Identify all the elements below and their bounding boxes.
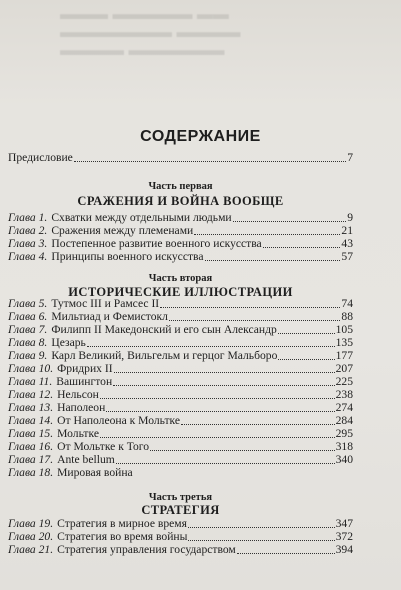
chapter-number: Глава 17. bbox=[8, 453, 54, 466]
page-number: 105 bbox=[335, 323, 353, 336]
leader-dots bbox=[114, 372, 335, 373]
chapter-title: Тутмос III и Рамсес II bbox=[51, 297, 160, 310]
chapter-number: Глава 2. bbox=[8, 224, 48, 237]
chapter-number: Глава 8. bbox=[8, 336, 48, 349]
chapter-entry[interactable] bbox=[8, 414, 353, 428]
chapter-entry[interactable] bbox=[8, 323, 353, 337]
chapter-entry[interactable] bbox=[8, 237, 353, 251]
chapter-number: Глава 3. bbox=[8, 237, 48, 250]
chapter-title: Мильтиад и Фемистокл bbox=[51, 310, 168, 323]
chapter-title: Ante bellum bbox=[57, 453, 115, 466]
chapter-entry[interactable] bbox=[8, 388, 353, 402]
page-number: 74 bbox=[341, 297, 353, 310]
chapter-number: Глава 20. bbox=[8, 530, 54, 543]
chapter-title: Вашингтон bbox=[56, 375, 113, 388]
chapter-title: Стратегия во время войны bbox=[57, 530, 188, 543]
chapter-title: Нельсон bbox=[57, 388, 99, 401]
leader-dots bbox=[169, 320, 340, 321]
page-number: 347 bbox=[335, 517, 353, 530]
contents-title: СОДЕРЖАНИЕ bbox=[140, 128, 261, 145]
chapter-entry[interactable] bbox=[8, 453, 353, 467]
chapter-number: Глава 9. bbox=[8, 349, 48, 362]
chapter-entry[interactable] bbox=[8, 401, 353, 415]
chapter-number: Глава 1. bbox=[8, 211, 48, 224]
page-number: 57 bbox=[341, 250, 353, 263]
page-number: 225 bbox=[335, 375, 353, 388]
leader-dots bbox=[100, 437, 335, 438]
page-number: 295 bbox=[335, 427, 353, 440]
chapter-entry[interactable] bbox=[8, 310, 353, 324]
chapter-number: Глава 21. bbox=[8, 543, 54, 556]
part-label: Часть первая bbox=[148, 181, 213, 192]
chapter-number: Глава 13. bbox=[8, 401, 54, 414]
leader-dots bbox=[188, 527, 335, 528]
chapter-title: Мольтке bbox=[57, 427, 99, 440]
leader-dots bbox=[100, 398, 335, 399]
page-number: 21 bbox=[341, 224, 353, 237]
part-title: СРАЖЕНИЯ И ВОЙНА ВООБЩЕ bbox=[77, 194, 284, 208]
leader-dots bbox=[188, 540, 334, 541]
page-number: 9 bbox=[347, 211, 353, 224]
chapter-number: Глава 18. bbox=[8, 466, 54, 479]
chapter-title: Мировая война bbox=[57, 466, 133, 479]
chapter-entry[interactable] bbox=[8, 427, 353, 441]
chapter-number: Глава 6. bbox=[8, 310, 48, 323]
chapter-title: От Наполеона к Мольтке bbox=[57, 414, 181, 427]
chapter-title: Стратегия управления государством bbox=[57, 543, 236, 556]
part-label: Часть третья bbox=[148, 492, 213, 503]
page-number: 238 bbox=[335, 388, 353, 401]
leader-dots bbox=[74, 161, 346, 162]
page-number: 394 bbox=[335, 543, 353, 556]
leader-dots bbox=[113, 385, 334, 386]
page-number: 372 bbox=[335, 530, 353, 543]
chapter-entry[interactable] bbox=[8, 297, 353, 311]
chapter-title: Филипп II Македонский и его сын Александр bbox=[51, 323, 277, 336]
chapter-title: Постепенное развитие военного искусства bbox=[51, 237, 262, 250]
chapter-number: Глава 10. bbox=[8, 362, 54, 375]
chapter-entry[interactable] bbox=[8, 543, 353, 557]
chapter-title: От Мольтке к Того bbox=[57, 440, 150, 453]
bleed-through-text: ▬▬ ▬▬▬▬▬ ▬▬▬ ▬▬▬▬ ▬▬▬▬▬▬▬ ▬▬▬▬▬▬ ▬▬▬▬ bbox=[60, 6, 241, 59]
page-number: 207 bbox=[335, 362, 353, 375]
part-label: Часть вторая bbox=[148, 273, 213, 284]
chapter-entry[interactable] bbox=[8, 336, 353, 350]
chapter-title: Наполеон bbox=[57, 401, 106, 414]
chapter-entry[interactable] bbox=[8, 362, 353, 376]
leader-dots bbox=[87, 346, 335, 347]
leader-dots bbox=[278, 359, 334, 360]
chapter-title: Схватки между отдельными людьми bbox=[51, 211, 232, 224]
preface-entry[interactable] bbox=[8, 151, 353, 165]
chapter-title: Карл Великий, Вильгельм и герцог Мальборо bbox=[51, 349, 278, 362]
page-number: 284 bbox=[335, 414, 353, 427]
page-number: 340 bbox=[335, 453, 353, 466]
chapter-entry[interactable] bbox=[8, 517, 353, 531]
chapter-number: Глава 15. bbox=[8, 427, 54, 440]
chapter-entry[interactable] bbox=[8, 250, 353, 264]
chapter-number: Глава 12. bbox=[8, 388, 54, 401]
chapter-title: Стратегия в мирное время bbox=[57, 517, 187, 530]
page-number: 43 bbox=[341, 237, 353, 250]
chapter-entry[interactable] bbox=[8, 466, 353, 480]
chapter-number: Глава 5. bbox=[8, 297, 48, 310]
chapter-title: Фридрих II bbox=[57, 362, 113, 375]
chapter-number: Глава 7. bbox=[8, 323, 48, 336]
page-number: 177 bbox=[335, 349, 353, 362]
chapter-number: Глава 16. bbox=[8, 440, 54, 453]
chapter-number: Глава 19. bbox=[8, 517, 54, 530]
chapter-entry[interactable] bbox=[8, 349, 353, 363]
chapter-entry[interactable] bbox=[8, 375, 353, 389]
leader-dots bbox=[181, 424, 335, 425]
leader-dots bbox=[263, 247, 341, 248]
chapter-title: Принципы военного искусства bbox=[51, 250, 204, 263]
chapter-entry[interactable] bbox=[8, 224, 353, 238]
page-number: 318 bbox=[335, 440, 353, 453]
leader-dots bbox=[116, 463, 335, 464]
leader-dots bbox=[150, 450, 335, 451]
leader-dots bbox=[205, 260, 341, 261]
leader-dots bbox=[106, 411, 334, 412]
part-title: ИСТОРИЧЕСКИЕ ИЛЛЮСТРАЦИИ bbox=[68, 285, 293, 299]
leader-dots bbox=[233, 221, 347, 222]
chapter-title: Цезарь bbox=[51, 336, 86, 349]
part-title: СТРАТЕГИЯ bbox=[141, 503, 220, 517]
leader-dots bbox=[237, 553, 335, 554]
chapter-number: Глава 4. bbox=[8, 250, 48, 263]
page-number: 274 bbox=[335, 401, 353, 414]
chapter-entry[interactable] bbox=[8, 440, 353, 454]
leader-dots bbox=[194, 234, 340, 235]
leader-dots bbox=[160, 307, 340, 308]
chapter-number: Глава 11. bbox=[8, 375, 53, 388]
page-number: 135 bbox=[335, 336, 353, 349]
page-number: 7 bbox=[347, 151, 353, 164]
preface-label: Предисловие bbox=[8, 151, 73, 164]
chapter-entry[interactable] bbox=[8, 211, 353, 225]
chapter-number: Глава 14. bbox=[8, 414, 54, 427]
page-number: 88 bbox=[341, 310, 353, 323]
chapter-entry[interactable] bbox=[8, 530, 353, 544]
chapter-title: Сражения между племенами bbox=[51, 224, 194, 237]
leader-dots bbox=[278, 333, 335, 334]
